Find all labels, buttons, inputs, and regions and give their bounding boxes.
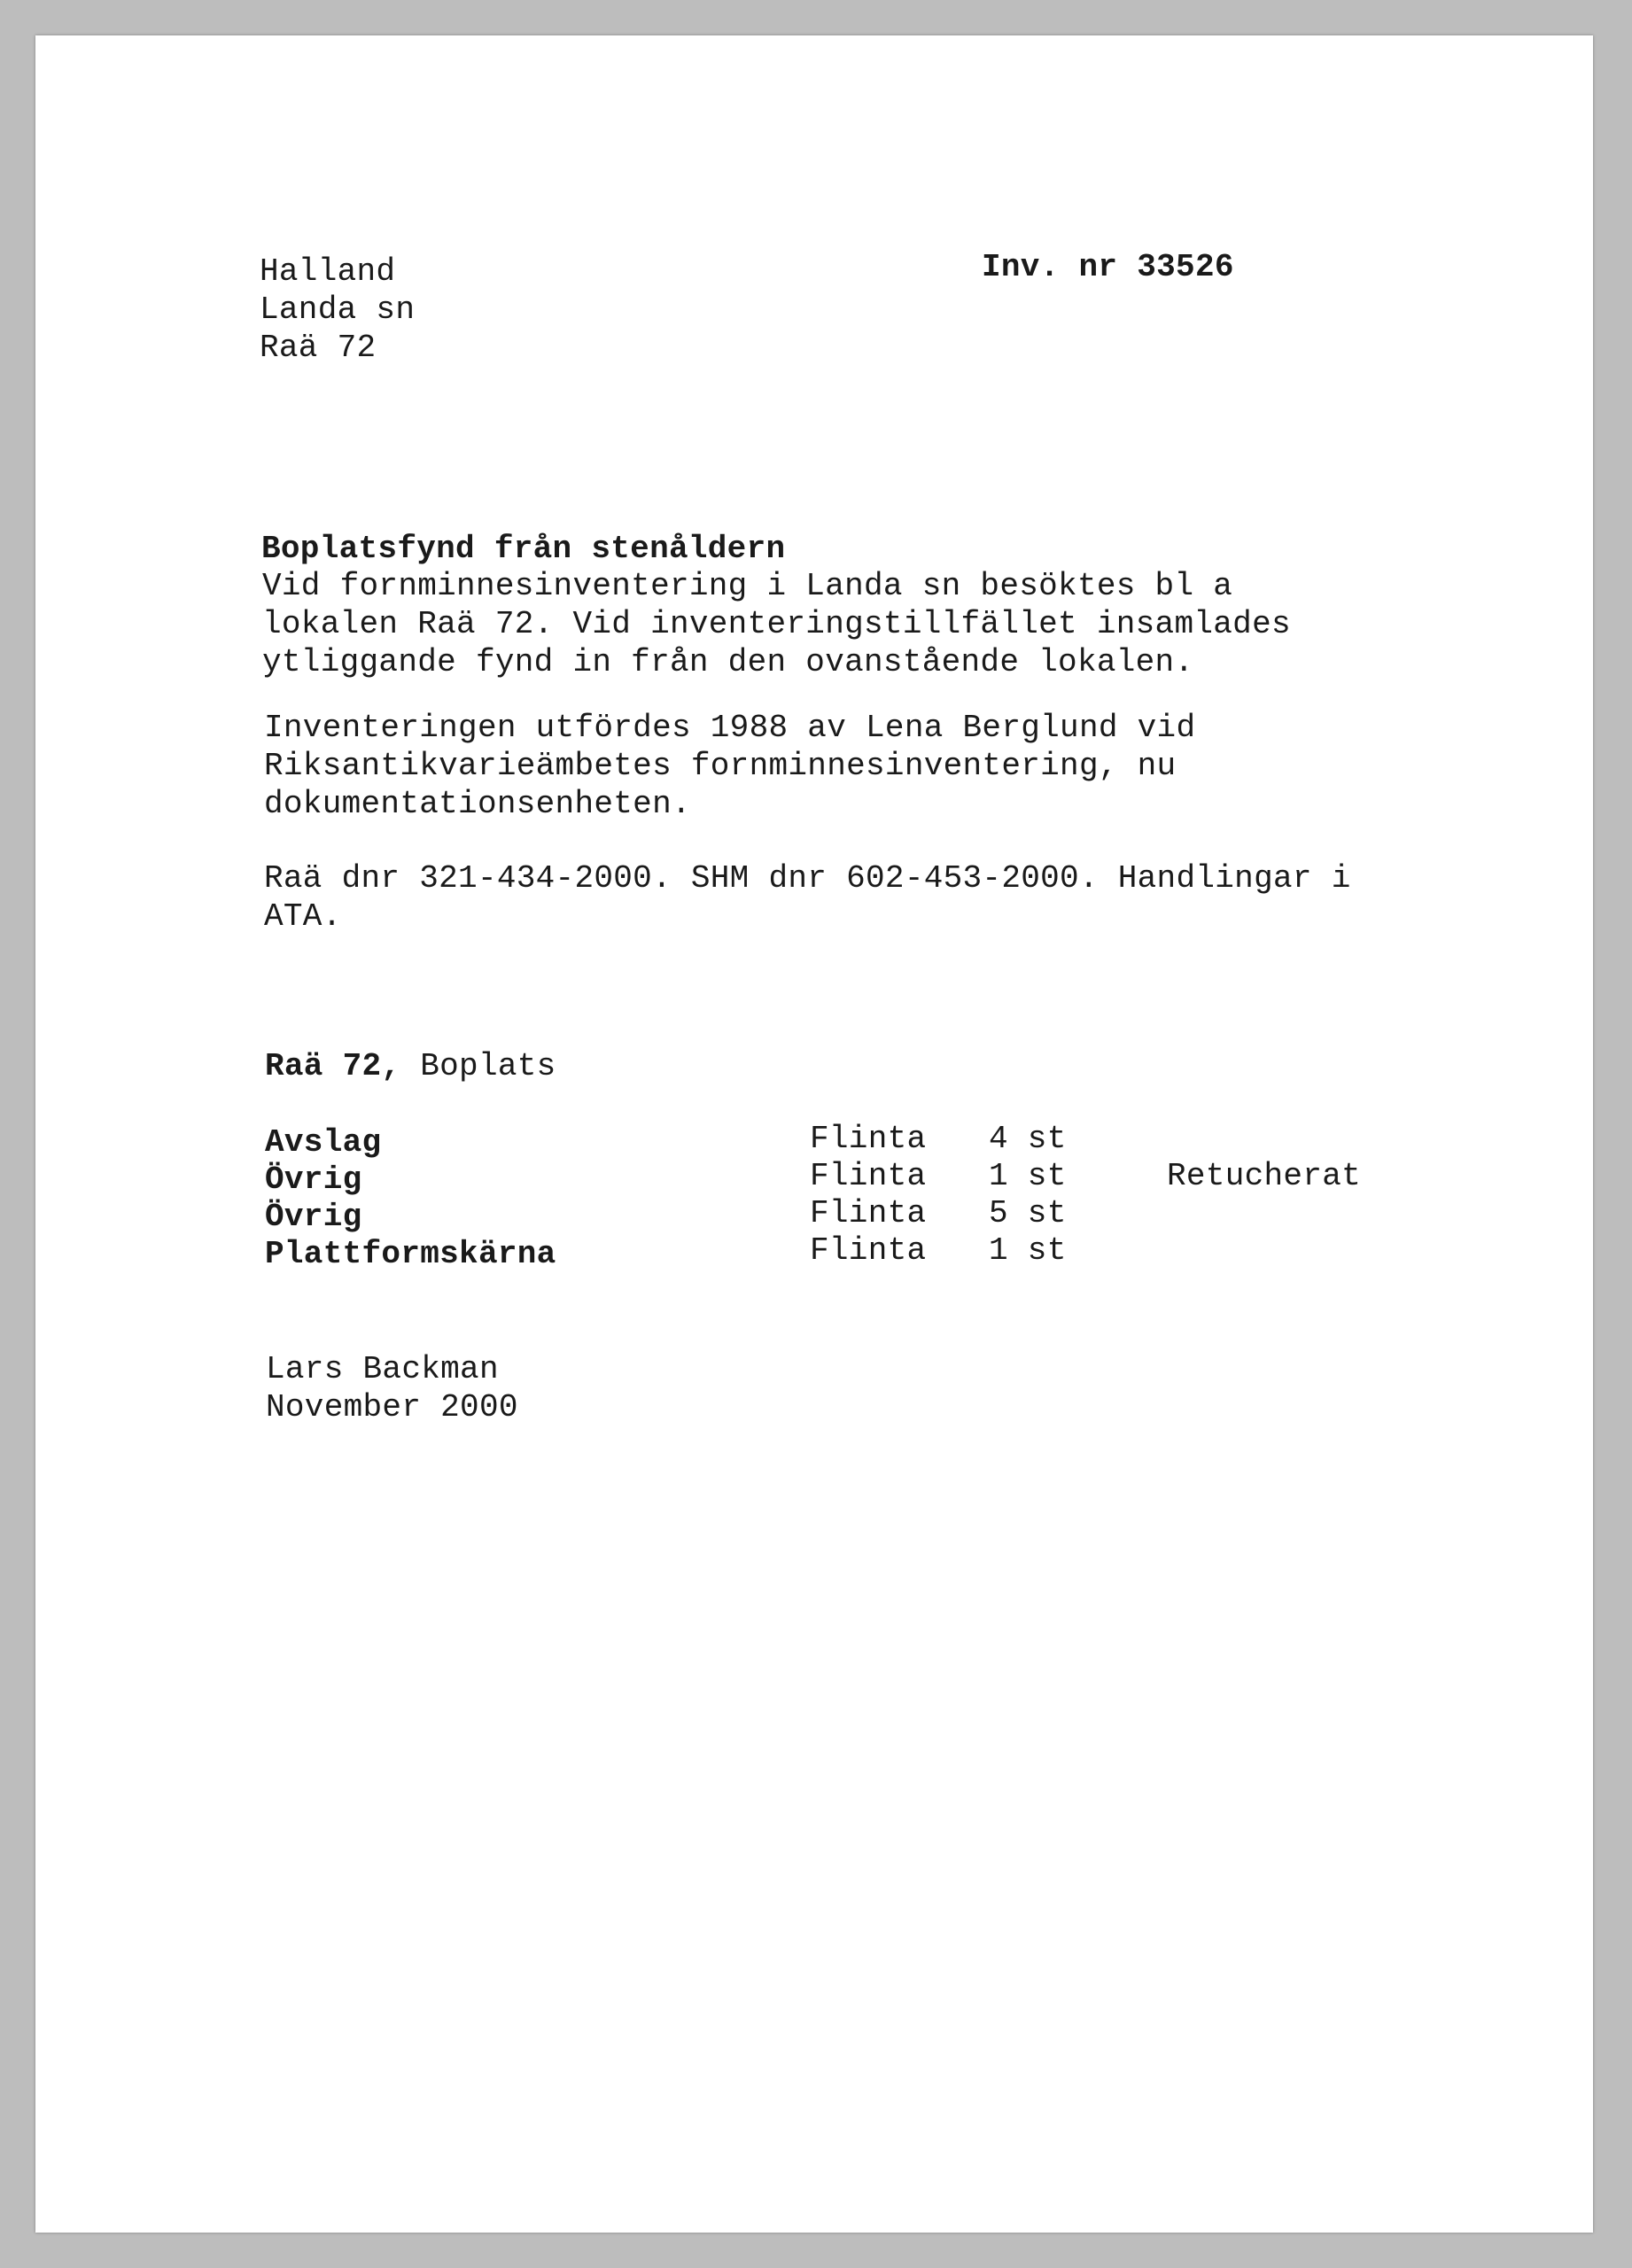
document-page bbox=[35, 35, 1593, 2233]
paragraph-2 bbox=[264, 709, 1195, 823]
signature-name: Lars Backman bbox=[266, 1351, 499, 1387]
paragraph-2-line: dokumentationsenheten. bbox=[264, 786, 691, 822]
paragraph-2-line: Riksantikvarieämbetes fornminnesinventering, nu bbox=[264, 748, 1177, 784]
site-name: Raä 72, bbox=[265, 1048, 401, 1084]
inventory-number: Inv. nr 33526 bbox=[982, 249, 1234, 285]
find-count: 1 st bbox=[989, 1158, 1067, 1194]
find-item: Plattformskärna bbox=[265, 1236, 556, 1272]
site-type: Boplats bbox=[420, 1048, 556, 1084]
find-item: Övrig bbox=[265, 1161, 362, 1198]
find-item: Avslag bbox=[265, 1124, 382, 1161]
address-parish: Landa sn bbox=[260, 291, 416, 328]
find-material: Flinta bbox=[810, 1158, 927, 1194]
site-heading bbox=[265, 1047, 556, 1086]
address-raa: Raä 72 bbox=[260, 330, 377, 366]
paragraph-3-line: Raä dnr 321-434-2000. SHM dnr 602-453-2000. Handlingar i bbox=[264, 860, 1351, 897]
address-county: Halland bbox=[260, 253, 396, 290]
find-count: 5 st bbox=[989, 1195, 1067, 1231]
find-material: Flinta bbox=[810, 1121, 927, 1157]
paragraph-2-line: Inventeringen utfördes 1988 av Lena Berglund vid bbox=[264, 710, 1196, 746]
paragraph-1-line: ytliggande fynd in från den ovanstående lokalen. bbox=[262, 644, 1194, 680]
find-count: 1 st bbox=[989, 1232, 1067, 1269]
paragraph-1 bbox=[262, 567, 1291, 681]
paragraph-1-line: Vid fornminnesinventering i Landa sn besöktes bl a bbox=[262, 568, 1233, 604]
document-title: Boplatsfynd från stenåldern bbox=[261, 531, 786, 567]
find-count: 4 st bbox=[989, 1121, 1067, 1157]
find-material: Flinta bbox=[810, 1195, 927, 1231]
signature-date: November 2000 bbox=[266, 1389, 518, 1425]
find-material: Flinta bbox=[810, 1232, 927, 1269]
find-note: Retucherat bbox=[1167, 1158, 1362, 1194]
paragraph-3 bbox=[264, 859, 1351, 936]
paragraph-1-line: lokalen Raä 72. Vid inventeringstillfället insamlades bbox=[262, 606, 1291, 642]
paragraph-3-line: ATA. bbox=[264, 898, 342, 935]
find-item: Övrig bbox=[265, 1199, 362, 1235]
